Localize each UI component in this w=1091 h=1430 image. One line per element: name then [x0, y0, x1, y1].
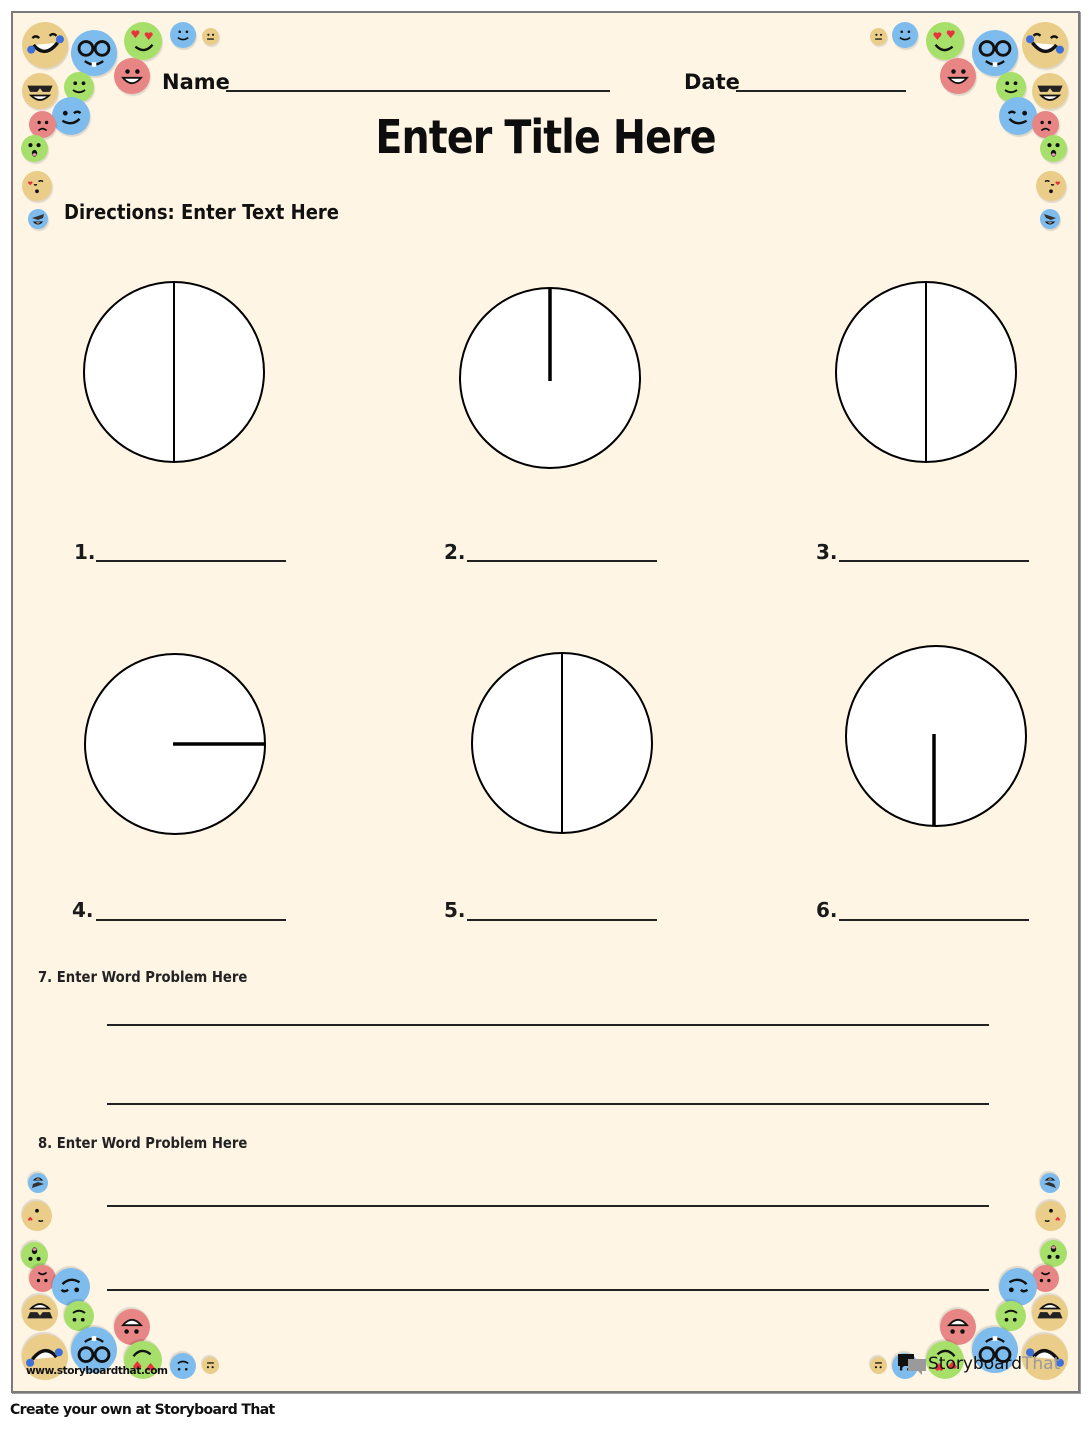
- answer-line-6[interactable]: [839, 919, 1029, 921]
- kiss-emoji-icon: [22, 1201, 52, 1231]
- answer-line-2[interactable]: [467, 560, 657, 562]
- smile-emoji-icon: [892, 22, 918, 48]
- answer-line-1[interactable]: [96, 560, 286, 562]
- fraction-circle-3: [834, 280, 1018, 464]
- neutral-emoji-icon: [202, 28, 219, 45]
- nerd-emoji-icon: [972, 30, 1018, 76]
- directions-text: Directions: Enter Text Here: [64, 200, 340, 224]
- watermark-url: www.storyboardthat.com: [26, 1365, 168, 1377]
- wink-emoji-icon: [52, 97, 90, 135]
- fraction-circle-2: [458, 286, 642, 470]
- kiss-emoji-icon: [1036, 171, 1066, 201]
- smile-emoji-icon: [170, 22, 196, 48]
- date-label: Date: [684, 70, 740, 94]
- problem-number: 5.: [444, 898, 466, 922]
- problem-number: 3.: [816, 540, 838, 564]
- problem-number: 1.: [74, 540, 96, 564]
- speech-bubble-icon: [896, 1352, 928, 1376]
- surprised-emoji-icon: [1040, 1240, 1067, 1267]
- name-label: Name: [162, 70, 230, 94]
- answer-line-3[interactable]: [839, 560, 1029, 562]
- cool-emoji-icon: [28, 1173, 48, 1193]
- problem-number: 4.: [72, 898, 94, 922]
- cool-emoji-icon: [1040, 1173, 1060, 1193]
- smile-emoji-icon: [170, 1353, 196, 1379]
- sad-emoji-icon: [29, 111, 56, 138]
- footer-link[interactable]: Create your own at Storyboard That: [10, 1402, 275, 1418]
- surprised-emoji-icon: [1040, 135, 1067, 162]
- sad-emoji-icon: [1032, 111, 1059, 138]
- word-problem-8-label: 8. Enter Word Problem Here: [38, 1134, 248, 1152]
- heart-eyes-emoji-icon: [124, 22, 162, 60]
- sunglasses-emoji-icon: [1032, 1295, 1068, 1331]
- grin-emoji-icon: [940, 1309, 976, 1345]
- surprised-emoji-icon: [21, 135, 48, 162]
- name-field-line[interactable]: [226, 90, 610, 92]
- page-title: Enter Title Here: [375, 110, 716, 164]
- fraction-circle-6: [844, 644, 1028, 828]
- kiss-emoji-icon: [22, 171, 52, 201]
- logo-text-storyboard: Storyboard: [928, 1354, 1022, 1374]
- fraction-circle-4: [83, 652, 267, 836]
- cool-emoji-icon: [28, 209, 48, 229]
- kiss-emoji-icon: [1036, 1201, 1066, 1231]
- word-problem-7-label: 7. Enter Word Problem Here: [38, 968, 248, 986]
- answer-line-5[interactable]: [467, 919, 657, 921]
- grin-emoji-icon: [114, 1309, 150, 1345]
- answer-line-4[interactable]: [96, 919, 286, 921]
- word-problem-7-line-2[interactable]: [107, 1103, 989, 1105]
- problem-number: 6.: [816, 898, 838, 922]
- word-problem-8-line-2[interactable]: [107, 1289, 989, 1291]
- sunglasses-emoji-icon: [22, 1295, 58, 1331]
- grin-emoji-icon: [114, 58, 150, 94]
- heart-eyes-emoji-icon: [926, 22, 964, 60]
- fraction-circle-1: [82, 280, 266, 464]
- logo-text-that: That: [1022, 1354, 1061, 1374]
- laughing-emoji-icon: [1022, 22, 1068, 68]
- problem-number: 2.: [444, 540, 466, 564]
- fraction-circle-5: [470, 651, 654, 835]
- cool-emoji-icon: [1040, 209, 1060, 229]
- sunglasses-emoji-icon: [1032, 73, 1068, 109]
- neutral-emoji-icon: [202, 1357, 219, 1374]
- neutral-emoji-icon: [870, 1357, 887, 1374]
- neutral-emoji-icon: [870, 28, 887, 45]
- nerd-emoji-icon: [71, 30, 117, 76]
- laughing-emoji-icon: [22, 22, 68, 68]
- date-field-line[interactable]: [736, 90, 906, 92]
- word-problem-7-line-1[interactable]: [107, 1024, 989, 1026]
- storyboardthat-logo: [896, 1352, 1060, 1376]
- word-problem-8-line-1[interactable]: [107, 1205, 989, 1207]
- grin-emoji-icon: [940, 58, 976, 94]
